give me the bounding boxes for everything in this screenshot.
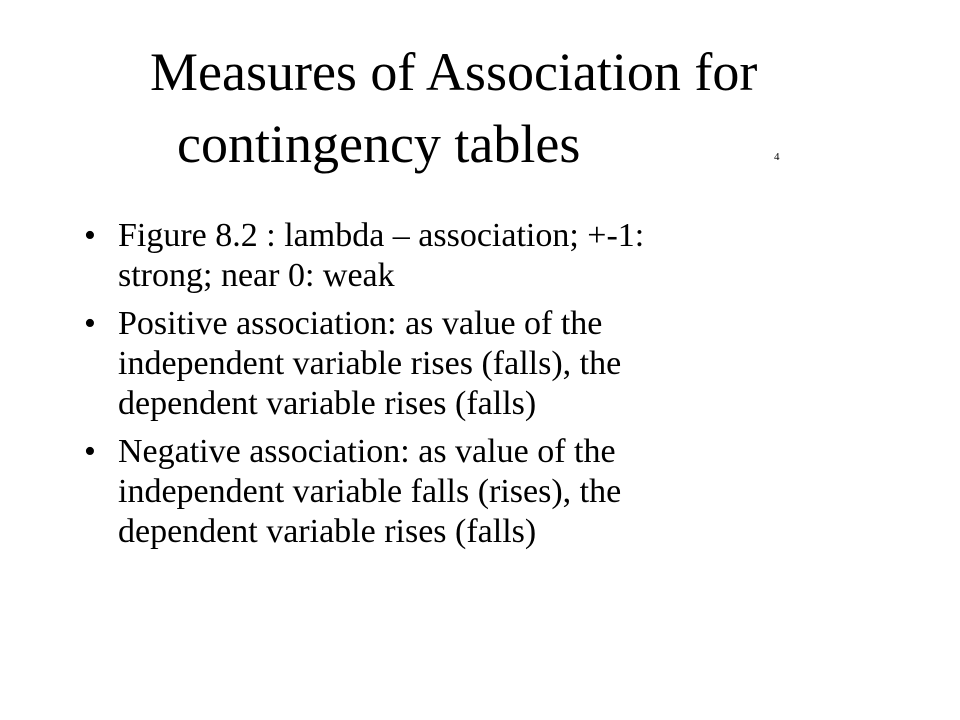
bullet-item-lambda [84,216,904,296]
bullet-icon: • [84,433,96,470]
bullet-line: independent variable falls (rises), the [118,473,622,510]
bullet-list [84,216,904,560]
bullet-icon: • [84,305,96,342]
bullet-line: Negative association: as value of the [118,433,616,470]
bullet-line: Figure 8.2 : lambda – association; +-1: [118,217,645,254]
bullet-line: strong; near 0: weak [118,257,395,294]
bullet-line: dependent variable rises (falls) [118,385,537,422]
slide-title-line-1: Measures of Association for [150,42,758,102]
bullet-icon: • [84,217,96,254]
bullet-line: Positive association: as value of the [118,305,603,342]
slide-title-line-2: contingency tables [177,114,581,174]
bullet-item-positive-association [84,304,904,424]
slide-number: 4 [774,151,780,163]
bullet-line: dependent variable rises (falls) [118,513,537,550]
bullet-line: independent variable rises (falls), the [118,345,622,382]
bullet-item-negative-association [84,432,904,552]
